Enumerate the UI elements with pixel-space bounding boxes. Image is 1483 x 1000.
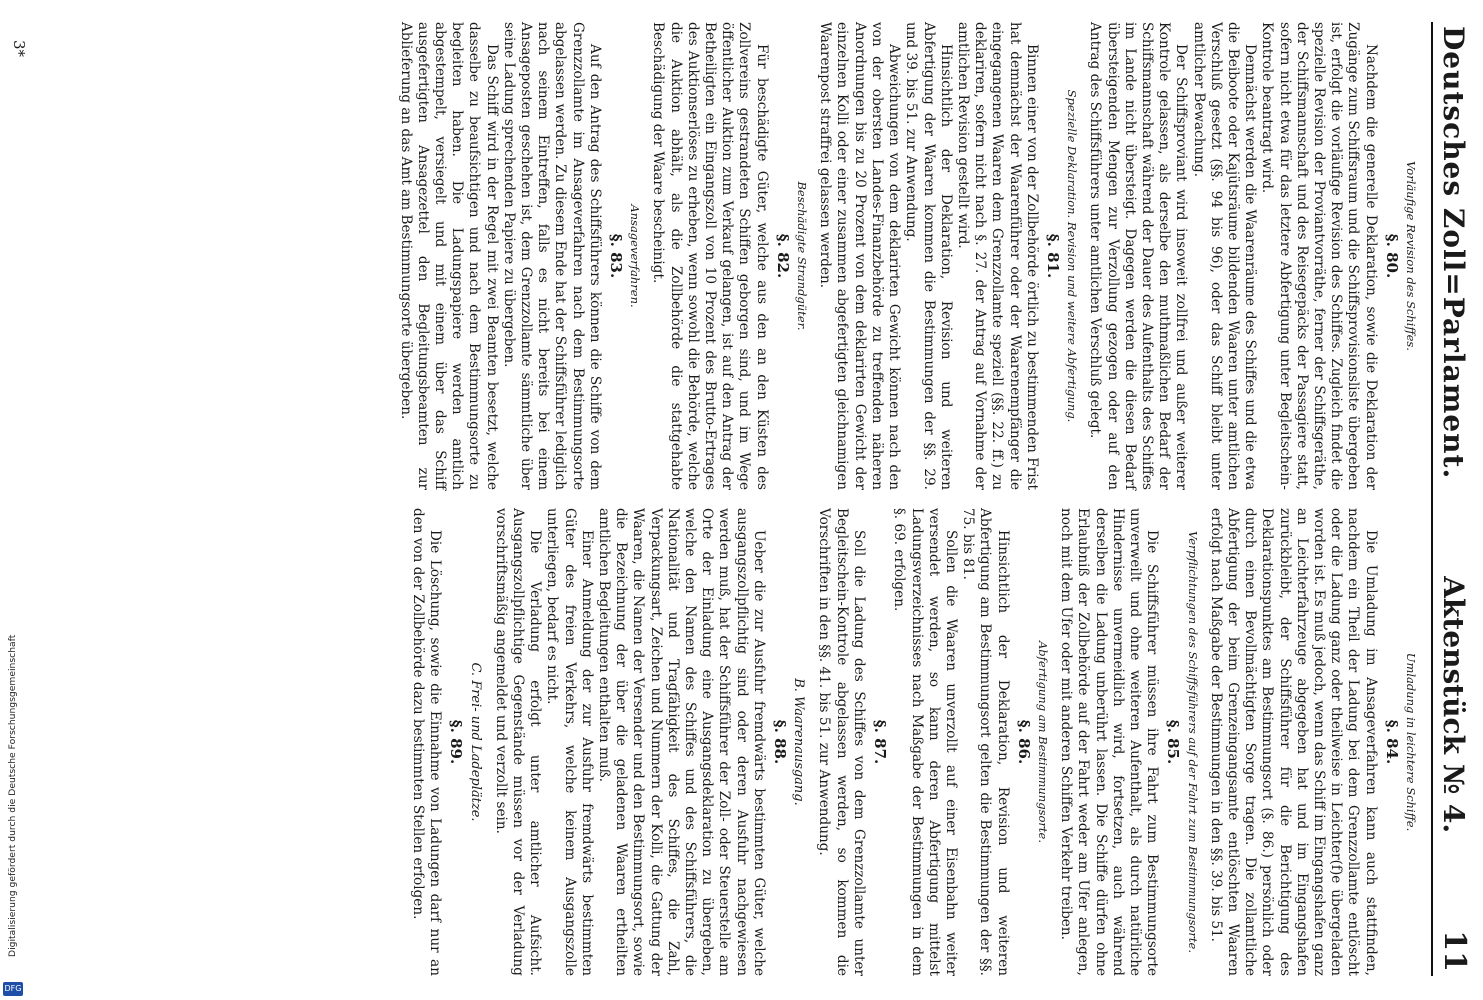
body-paragraph: Die Verladung erfolgt unter amtlicher Aufsicht. Ausgangszollpflichtige Gegenstände müssen vor der Verladung vorschriftsmäßig angemeldet und verzollt sein. xyxy=(492,508,544,976)
left-column xyxy=(396,22,1425,490)
section-heading: Ansageverfahren. xyxy=(628,204,643,308)
body-paragraph: Für beschädigte Güter, welche aus den an den Küsten des Zollvereins gestrandeten Schiffen geborgen sind, und im Wege öffentlicher Auktion zum Verkauf gelangen, ist auf den Antrag der Betheiligten ein Eingangszoll von 10 Prozent des Brutto-Ertrages des Auktionserlöses zu erheben, wenn sowohl die Behörde, welche die Auktion abhält, als die Zollbehörde die stattgehabte Beschädigung der Waare bescheinigt. xyxy=(650,22,770,490)
paragraph-number: §. 83. xyxy=(607,233,626,279)
subsection-label: C. Frei- und Ladeplätze. xyxy=(467,662,483,822)
body-paragraph: Abweichungen von dem deklarirten Gewicht können nach den von der obersten Landes-Finanzbehörde zu treffenden näheren Anordnungen bis zu 20 Prozent von dem deklarirten Gewicht der einzelnen Kolli oder einer zusammen abgefertigten gleichnamigen Waarenpost straffrei gelassen werden. xyxy=(817,22,903,490)
signature-mark: 3* xyxy=(10,40,28,58)
right-column xyxy=(396,508,1425,976)
body-paragraph: Hinsichtlich der Deklaration, Revision und weiteren Abfertigung der Waaren kommen die Bestimmungen der §§. 29. und 39. bis 51. zur Anwendung. xyxy=(903,22,954,490)
body-paragraph: Soll die Ladung des Schiffes von dem Grenzzollamte unter Begleitschein-Kontrole abgelassen werden, so kommen die Vorschriften in den §§. 41. bis 51. zur Anwendung. xyxy=(816,508,867,976)
body-paragraph: Demnächst werden die Waarenräume des Schiffes und die etwa die Beiboote oder Kajütsräume bildenden Waaren unter amtlichen Verschluß gesetzt (§§. 94 bis 96), oder das Schiff bleibt unter amtlicher Bewachung. xyxy=(1190,22,1259,490)
credit-text: Digitalisierung gefördert durch die Deutsche Forschungsgemeinschaft xyxy=(7,634,18,957)
body-paragraph: Auf den Antrag des Schiffsführers können die Schiffe von dem Grenzzollamte im Ansageverfahren nach dem Bestimmungsorte abgelassen werden. Zu diesem Ende hat der Schiffsführer lediglich nach seinem Eintreffen, falls es nicht bereits bei einem Ansageposten geschehen ist, dem Grenzzollamte sämmtliche über seine Ladung sprechenden Papiere zu übergeben. xyxy=(500,22,603,490)
dfg-logo-icon: DFG xyxy=(3,982,23,996)
paragraph-number: §. 84. xyxy=(1382,719,1401,765)
body-paragraph: Sollen die Waaren unverzollt auf einer Eisenbahn weiter versendet werden, so kann deren Abfertigung mittelst Ladungsverzeichnisses nach Maßgabe der Bestimmungen in dem §. 69. erfolgen. xyxy=(891,508,959,976)
body-paragraph: Hinsichtlich der Deklaration, Revision und weiteren Abfertigung am Bestimmungsort gelten die Bestimmungen der §§. 75. bis 81. xyxy=(960,508,1011,976)
paragraph-number: §. 80. xyxy=(1382,233,1401,279)
paragraph-number: §. 87. xyxy=(871,719,890,765)
paragraph-number: §. 82. xyxy=(773,233,792,279)
body-paragraph: Binnen einer von der Zollbehörde örtlich zu bestimmenden Frist hat demnächst der Waarenführer oder der Waarenempfänger die eingegangenen Waaren dem Grenzzollamte speziell (§§. 22. ff.) zu deklariren, sofern nicht nach §. 27. der Antrag auf Vornahme der amtlichen Revision gestellt wird. xyxy=(954,22,1040,490)
body-paragraph: Einer Anmeldung der zur Ausfuhr fremdwärts bestimmten Güter des freien Verkehrs, welche keinem Ausgangszolle unterliegen, bedarf es nicht. xyxy=(544,508,595,976)
body-paragraph: Die Umladung im Ansageverfahren kann auch stattfinden, nachdem ein Theil der Ladung bei dem Grenzzollamte entlöscht oder die Ladung ganz oder theilweise in Leichter(f)e übergeladen worden ist. Es muß jedoch, wenn das Schiff im Eingangshafen ganz an Leichterfahrzeuge abgegeben hat und im Eingangshafen zurückbleibt, der Schiffsführer für die Berichtigung des Deklarationspunktes am Bestimmungsort (§. 86.) persönlich oder durch einen Bevollmächtigten Sorge tragen. Die zollamtliche Abfertigung der beim Grenzeingangsamte entlöschten Waaren erfolgt nach Maßgabe der Bestimmungen in den §§. 39. bis 51. xyxy=(1207,508,1379,976)
section-heading: Vorläufige Revision des Schiffes. xyxy=(1404,161,1418,351)
section-heading: Beschädigte Strandgüter. xyxy=(795,181,810,331)
body-paragraph: Der Schiffsproviant wird insoweit zollfrei und außer weiterer Kontrole gelassen, als derselbe den muthmaßlichen Bedarf der Schiffsmannschaft während der Dauer des Aufenthalts des Schiffes im Lande nicht übersteigt. Dagegen werden die diesen Bedarf übersteigenden Mengen zur Verzollung gezogen oder auf den Antrag des Schiffsführers unter amtlichen Verschluß gelegt. xyxy=(1087,22,1190,490)
paragraph-number: §. 85. xyxy=(1164,719,1183,765)
section-heading: Spezielle Deklaration. Revision und weitere Abfertigung. xyxy=(1065,89,1080,423)
document-number: Aktenstück № 4. xyxy=(1437,576,1470,834)
body-paragraph: Die Schiffsführer müssen ihre Fahrt zum Bestimmungsorte unverweilt und ohne weiteren Aufenthalt, als durch natürliche Hindernisse unvermeidlich wird, fortsetzen, auch während derselben die Ladung unberührt lassen. Die Schiffe dürfen ohne Erlaubniß der Zollbehörde auf der Fahrt weder am Ufer anlegen, noch mit dem Ufer oder mit anderen Schiffen Verkehr treiben. xyxy=(1058,508,1161,976)
body-paragraph: Die Löschung, sowie die Einnahme von Ladungen darf nur an den von der Zollbehörde dazu bestimmten Stellen erfolgen. xyxy=(410,508,444,976)
page-number: 11 xyxy=(1437,930,1472,972)
section-heading: Verpflichtungen des Schiffsführers auf der Fahrt zum Bestimmungsorte. xyxy=(1185,531,1200,953)
paragraph-number: §. 86. xyxy=(1014,719,1033,765)
page-header xyxy=(1431,22,1473,976)
subsection-label: B. Waarenausgang. xyxy=(791,678,807,806)
section-heading: Umladung in leichtere Schiffe. xyxy=(1404,652,1418,832)
body-paragraph: Ueber die zur Ausfuhr fremdwärts bestimmten Güter, welche ausgangszollpflichtig sind oder deren Ausfuhr nachgewiesen werden muß, hat der Schiffsführer der Zoll- oder Steuerstelle am Orte der Einladung eine Ausgangsdeklaration zu übergeben, welche den Namen des Schiffes und des Schiffsführers, die Nationalität und Tragfähigkeit des Schiffes, die Zahl, Verpackungsart, Zeichen und Nummern der Kolli, die Gattung der Waaren, die Namen der Versender und den Bestimmungsort, sowie die Bezeichnung der über die geladenen Waaren ertheilten amtlichen Begleitungen enthalten muß. xyxy=(596,508,767,976)
paragraph-number: §. 81. xyxy=(1043,233,1062,279)
paragraph-number: §. 89. xyxy=(447,719,466,765)
body-paragraph: Nachdem die generelle Deklaration, sowie die Deklaration der Zugänge zum Schiffsraum und die Schiffsprovisionsliste übergeben ist, erfolgt die vorläufige Revision des Schiffes. Zugleich findet die spezielle Revision der Proviantvorräthe, ferner der Schiffsgeräthe, der Schiffsmannschaft und des Reisegepäcks der Passagiere statt, sofern nicht etwa für das letztere Abfertigung unter Begleitschein-Kontrole beantragt wird. xyxy=(1259,22,1379,490)
section-heading: Abfertigung am Bestimmungsorte. xyxy=(1035,641,1050,843)
paragraph-number: §. 88. xyxy=(771,719,790,765)
body-paragraph: Das Schiff wird in der Regel mit zwei Beamten besetzt, welche dasselbe zu beaufsichtigen und nach dem Bestimmungsorte zu begleiten haben. Die Ladungspapiere werden amtlich abgestempelt, versiegelt und mit einem über das Schiff ausgefertigten Ansagezettel den Begleitungsbeamten zur Ablieferung an das Amt am Bestimmungsorte übergeben. xyxy=(397,22,500,490)
document-title: Deutsches Zoll=Parlament. xyxy=(1437,26,1470,480)
